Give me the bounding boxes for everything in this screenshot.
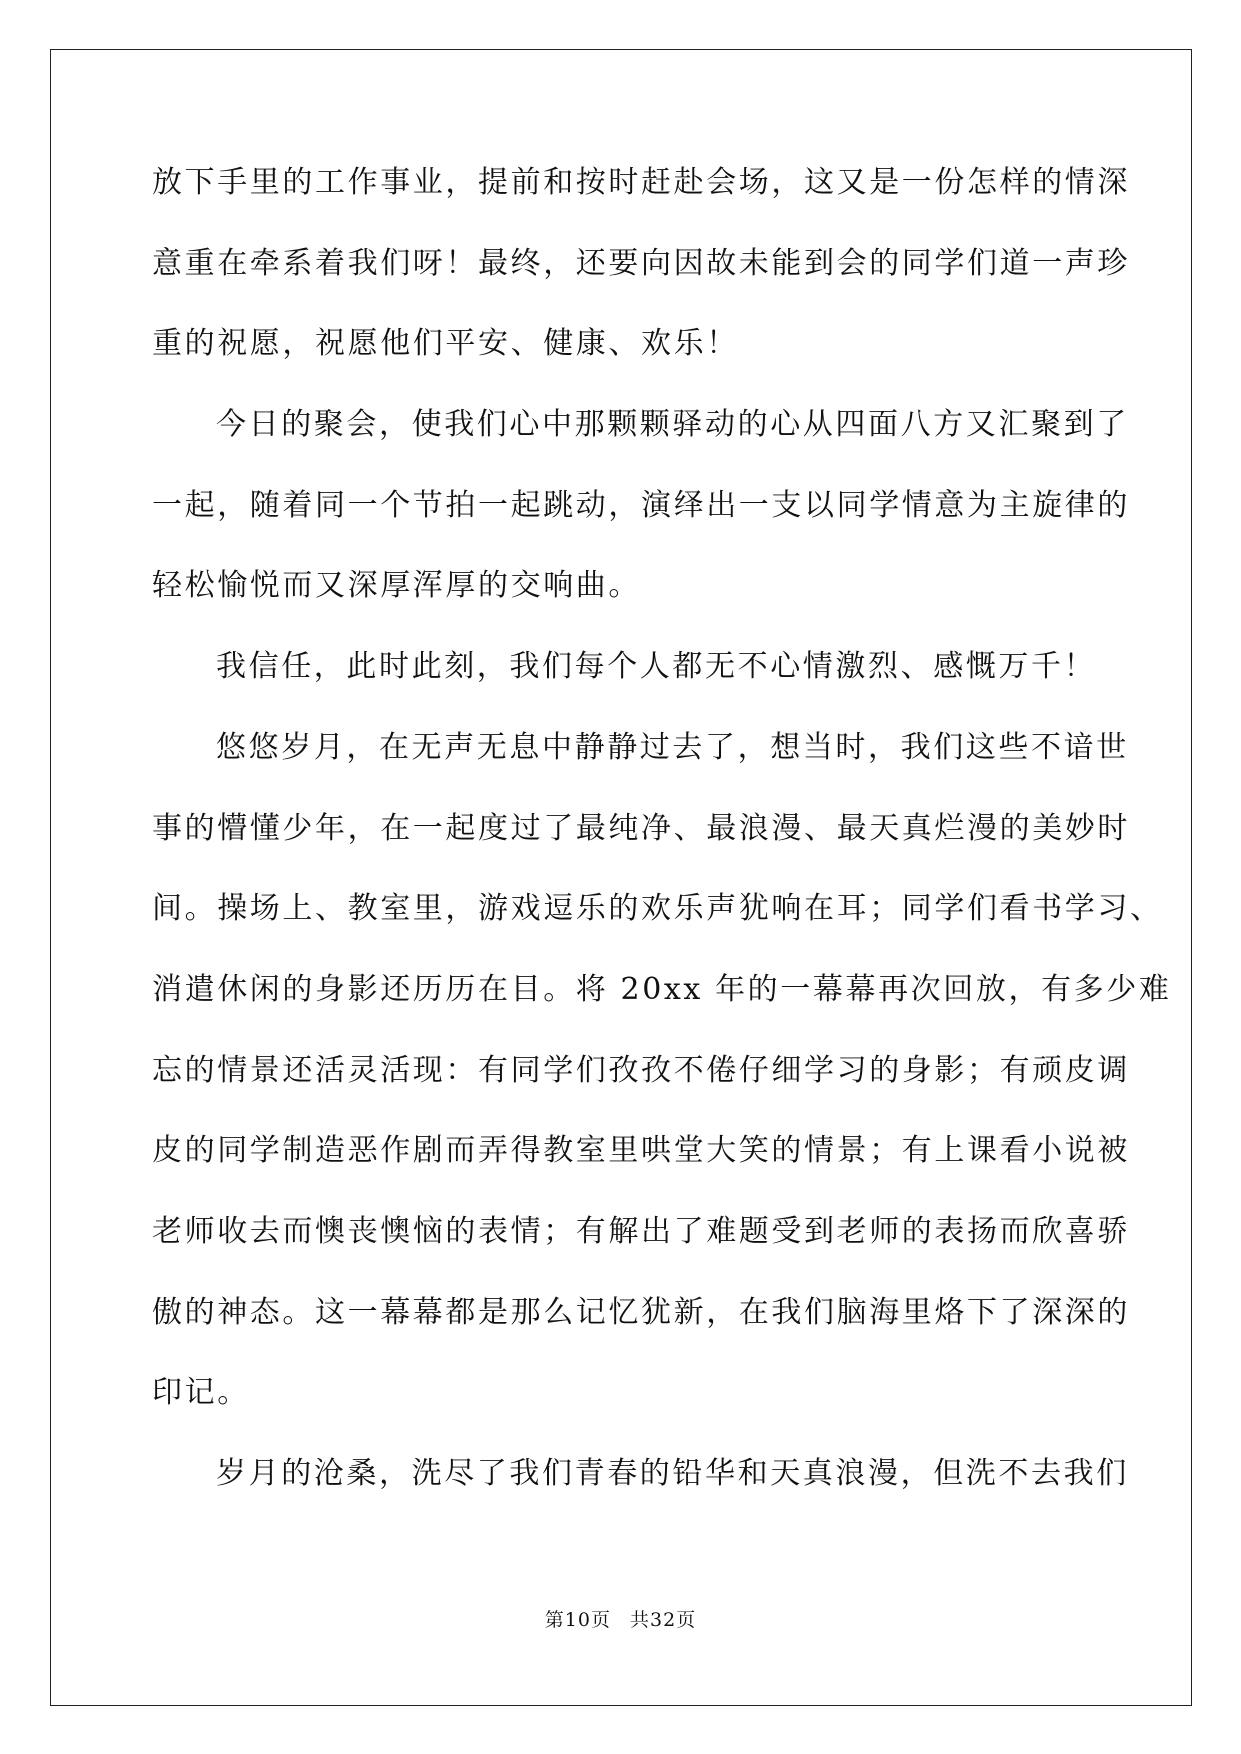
text-line: 印记。: [152, 1375, 250, 1411]
text-line: 岁月的沧桑，洗尽了我们青春的铅华和天真浪漫，但洗不去我们: [216, 1456, 1129, 1491]
text-line: 事的懵懂少年，在一起度过了最纯净、最浪漫、最天真烂漫的美妙时: [152, 810, 1130, 846]
text-line: 消遣休闲的身影还历历在目。将 20xx 年的一幕幕再次回放，有多少难: [152, 971, 1172, 1007]
text-line: 忘的情景还活灵活现：有同学们孜孜不倦仔细学习的身影；有顽皮调: [152, 1052, 1130, 1088]
page-number: 第10页: [544, 1609, 611, 1631]
text-line: 轻松愉悦而又深厚浑厚的交响曲。: [152, 568, 641, 604]
page-footer: [0, 1605, 1241, 1632]
text-line: 一起，随着同一个节拍一起跳动，演绎出一支以同学情意为主旋律的: [152, 487, 1130, 523]
text-line: 今日的聚会，使我们心中那颗颗驿动的心从四面八方又汇聚到了: [216, 407, 1129, 443]
text-line: 老师收去而懊丧懊恼的表情；有解出了难题受到老师的表扬而欣喜骄: [152, 1213, 1130, 1249]
text-line: 皮的同学制造恶作剧而弄得教室里哄堂大笑的情景；有上课看小说被: [152, 1133, 1130, 1169]
text-line: 悠悠岁月，在无声无息中静静过去了，想当时，我们这些不谙世: [216, 729, 1129, 765]
text-line: 我信任，此时此刻，我们每个人都无不心情激烈、感慨万千！: [216, 649, 1097, 685]
page-total: 共32页: [630, 1609, 697, 1631]
document-body: [152, 163, 1172, 1535]
text-line: 重的祝愿，祝愿他们平安、健康、欢乐！: [152, 326, 739, 362]
text-line: 间。操场上、教室里，游戏逗乐的欢乐声犹响在耳；同学们看书学习、: [152, 891, 1163, 927]
text-line: 意重在牵系着我们呀！最终，还要向因故未能到会的同学们道一声珍: [152, 245, 1130, 281]
text-line: 放下手里的工作事业，提前和按时赶赴会场，这又是一份怎样的情深: [152, 165, 1130, 200]
text-line: 傲的神态。这一幕幕都是那么记忆犹新，在我们脑海里烙下了深深的: [152, 1294, 1130, 1330]
